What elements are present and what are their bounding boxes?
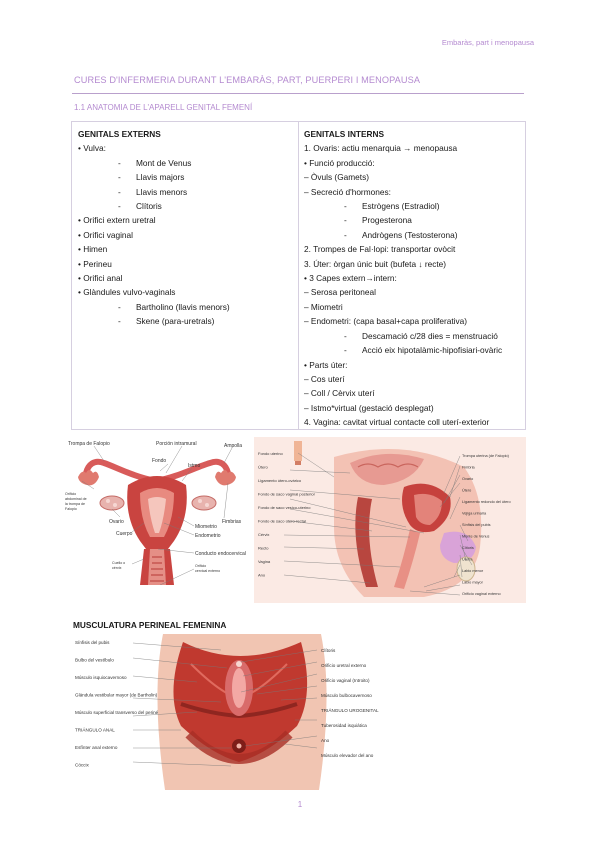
figure-label: Ano [258, 572, 266, 578]
figure-label: Glándula vestibular mayor (de Bartholin) [75, 692, 158, 698]
list-text: – Coll / Cèrvix uterí [304, 388, 375, 399]
dash-marker: - [344, 345, 347, 356]
figure-label: Fondo de saco vesico-uterino [258, 505, 311, 510]
list-item [78, 285, 292, 299]
list-text: • Glàndules vulvo-vaginals [78, 287, 176, 298]
list-item [304, 271, 524, 285]
dash-marker: - [118, 186, 121, 197]
list-text: 4. Vagina: cavitat virtual contacte coll uterí-exterior [304, 417, 490, 428]
table-divider [298, 122, 299, 429]
list-text: Bartholino (llavis menors) [136, 301, 230, 312]
figure-label: Monte de Venus [462, 534, 490, 539]
list-text: – Serosa peritoneal [304, 287, 376, 298]
list-text: Mont de Venus [136, 157, 192, 168]
page-number: 1 [297, 800, 303, 809]
figure-label: Fondo uterino [258, 451, 283, 456]
figure-label: Vejiga urinaria [462, 511, 487, 516]
list-item [304, 185, 524, 199]
figure-label: Ovario [462, 477, 474, 481]
title-rule [72, 93, 524, 94]
list-text: Skene (para-uretrals) [136, 316, 215, 327]
column-heading: GENITALS INTERNS [304, 129, 385, 139]
figure-label: Ano [321, 738, 330, 743]
list-subitem [78, 156, 292, 170]
figure-label: Orificio vaginal (Introito) [321, 678, 370, 683]
list-item [304, 257, 524, 271]
dash-marker: - [118, 201, 121, 212]
list-subitem [304, 343, 524, 357]
dash-marker: - [344, 330, 347, 341]
uterus-frontal-figure [64, 437, 250, 585]
list-text: 1. Ovaris: actiu menarquia → menopausa [304, 143, 458, 154]
muscle-left-labels [75, 640, 159, 768]
list-text: – Cos uterí [304, 373, 345, 384]
list-text: • Orifici extern uretral [78, 215, 156, 226]
list-item [304, 401, 524, 415]
list-subitem [78, 300, 292, 314]
figure-label: Orificio uretral externo [321, 663, 367, 668]
figure-label: Labio menor [462, 569, 484, 573]
list-item [78, 242, 292, 256]
figure-label: TRIÁNGULO ANAL [75, 727, 115, 733]
figure-label: Músculo superficial transverso del periné [75, 710, 159, 715]
figure-label: Músculo isquiocavernoso [75, 675, 127, 680]
list-text: Llavis majors [136, 172, 185, 183]
label-orificio-ext: Orificio cervical externo [195, 564, 221, 573]
figure-label: Vagina [258, 559, 271, 564]
dash-marker: - [118, 157, 121, 168]
label-porcion: Porción intramural [156, 441, 197, 447]
anatomy-table [71, 121, 526, 430]
list-text: Acció eix hipotalàmic-hipofisiari-ovàric [362, 345, 503, 356]
list-item [304, 300, 524, 314]
label-conducto: Conducto endocervical [195, 551, 246, 557]
list-item [78, 228, 292, 242]
label-trompa: Trompa de Falopio [68, 441, 110, 447]
list-text: • Vulva: [78, 143, 106, 154]
list-text: – Miometri [304, 301, 343, 312]
figure-label: Músculo bulbocavernoso [321, 693, 372, 698]
list-item [304, 285, 524, 299]
list-text: – Endometri: (capa basal+capa proliferativa) [304, 316, 468, 327]
running-header: Embaràs, part i menopausa [441, 38, 534, 47]
figure-label: Útero [258, 464, 268, 470]
list-text: • 3 Capes extern→intern: [304, 273, 397, 284]
section-title: 1.1 ANATOMIA DE L'APARELL GENITAL FEMENÍ [74, 103, 253, 112]
list-item [304, 386, 524, 400]
list-item [304, 372, 524, 386]
list-text: – Secreció d'hormones: [304, 186, 391, 197]
figure-label: Cérvix [258, 532, 270, 537]
list-text: • Himen [78, 244, 108, 255]
list-text: • Orifici vaginal [78, 229, 134, 240]
dash-marker: - [118, 316, 121, 327]
list-item [304, 141, 524, 155]
internal-list [304, 141, 524, 429]
figure-label: Tuberosidad isquiática [321, 723, 367, 728]
list-text: 3. Úter: òrgan únic buit (bufeta ↓ recte) [304, 258, 447, 269]
label-istmo: Istmo [188, 463, 201, 469]
figure-label: Ligamento redondo del útero [462, 500, 511, 504]
list-text: Progesterona [362, 215, 412, 226]
figure-label: Sínfisis del pubis [462, 523, 491, 527]
perineal-muscles-figure [71, 634, 405, 790]
list-text: Llavis menors [136, 186, 188, 197]
list-text: – Òvuls (Gamets) [304, 172, 370, 183]
list-subitem [304, 228, 524, 242]
figure-label: Músculo elevador del ano [321, 753, 374, 758]
figure-label: Orificio vaginal externo [462, 592, 501, 596]
figure-label: Esfínter anal externo [75, 745, 118, 750]
dash-marker: - [118, 301, 121, 312]
list-item [304, 314, 524, 328]
figure-label: Cóccix [75, 762, 89, 768]
list-item [304, 358, 524, 372]
figure-label: Bulbo del vestíbulo [75, 657, 114, 663]
list-item [304, 242, 524, 256]
figure-label: Clítoris [462, 546, 474, 550]
table-column-external [78, 127, 292, 329]
list-text: • Funció producció: [304, 157, 375, 168]
dash-marker: - [344, 229, 347, 240]
list-subitem [304, 329, 524, 343]
label-ovario: Ovario [109, 519, 124, 525]
figure-label: Clítoris [321, 648, 336, 653]
label-miometrio: Miometrio [195, 524, 217, 530]
pelvis-sagittal-figure [254, 437, 526, 603]
list-text: • Parts úter: [304, 359, 348, 370]
list-text: • Orifici anal [78, 273, 123, 284]
muscle-right-labels [321, 648, 379, 758]
figure-label: Fondo de saco útero-rectal [258, 518, 306, 524]
list-item [304, 415, 524, 429]
label-cuello: Cuello o cérvix [112, 561, 126, 570]
muscle-section-title: MUSCULATURA PERINEAL FEMENINA [73, 620, 227, 630]
figure-label: Labio mayor [462, 580, 483, 585]
figure-label: TRIÁNGULO UROGENITAL [321, 708, 379, 713]
list-text: – Istmo*virtual (gestació desplegat) [304, 402, 434, 413]
dash-marker: - [344, 201, 347, 212]
list-item [78, 271, 292, 285]
figure-label: Trompa uterina (de Falopio) [462, 454, 509, 458]
list-text: Andrògens (Testosterona) [362, 229, 458, 240]
label-ampolla: Ampolla [224, 443, 243, 449]
list-item [78, 257, 292, 271]
external-list [78, 141, 292, 328]
list-item [78, 213, 292, 227]
figure-label: Sínfisis del pubis [75, 640, 110, 645]
label-orificio: Orificio abdominal de la trompa de Falopio [65, 492, 87, 511]
list-item [304, 156, 524, 170]
column-heading: GENITALS EXTERNS [78, 129, 161, 139]
list-subitem [78, 314, 292, 328]
list-subitem [78, 199, 292, 213]
label-fondo: Fondo [152, 458, 167, 464]
list-text: 2. Trompes de Fal·lopi: transportar ovòcit [304, 244, 456, 255]
list-subitem [78, 185, 292, 199]
figure-label: Fondo de saco vaginal posterior [258, 491, 315, 497]
dash-marker: - [344, 215, 347, 226]
list-item [78, 141, 292, 155]
list-item [304, 170, 524, 184]
list-subitem [304, 199, 524, 213]
list-text: Clítoris [136, 201, 162, 212]
dash-marker: - [118, 172, 121, 183]
figure-label: Útero [462, 488, 472, 493]
figure-label: Uretra [462, 557, 473, 562]
list-subitem [78, 170, 292, 184]
table-column-internal [304, 127, 524, 430]
list-subitem [304, 213, 524, 227]
list-text: • Perineu [78, 258, 112, 269]
label-fimbrias: Fimbrias [222, 519, 242, 525]
figure-label: Recto [258, 545, 269, 551]
label-cuerpo: Cuerpo [116, 531, 133, 537]
figure-label: Ligamento útero-ovárico [258, 478, 302, 483]
document-title: CURES D'INFERMERIA DURANT L'EMBARÀS, PART, PUERPERI I MENOPAUSA [74, 75, 421, 85]
list-text: Descamació c/28 dies = menstruació [362, 330, 498, 341]
label-endometrio: Endometrio [195, 533, 221, 539]
figure-label: Fimbria [462, 465, 475, 470]
list-text: Estrògens (Estradiol) [362, 201, 440, 212]
